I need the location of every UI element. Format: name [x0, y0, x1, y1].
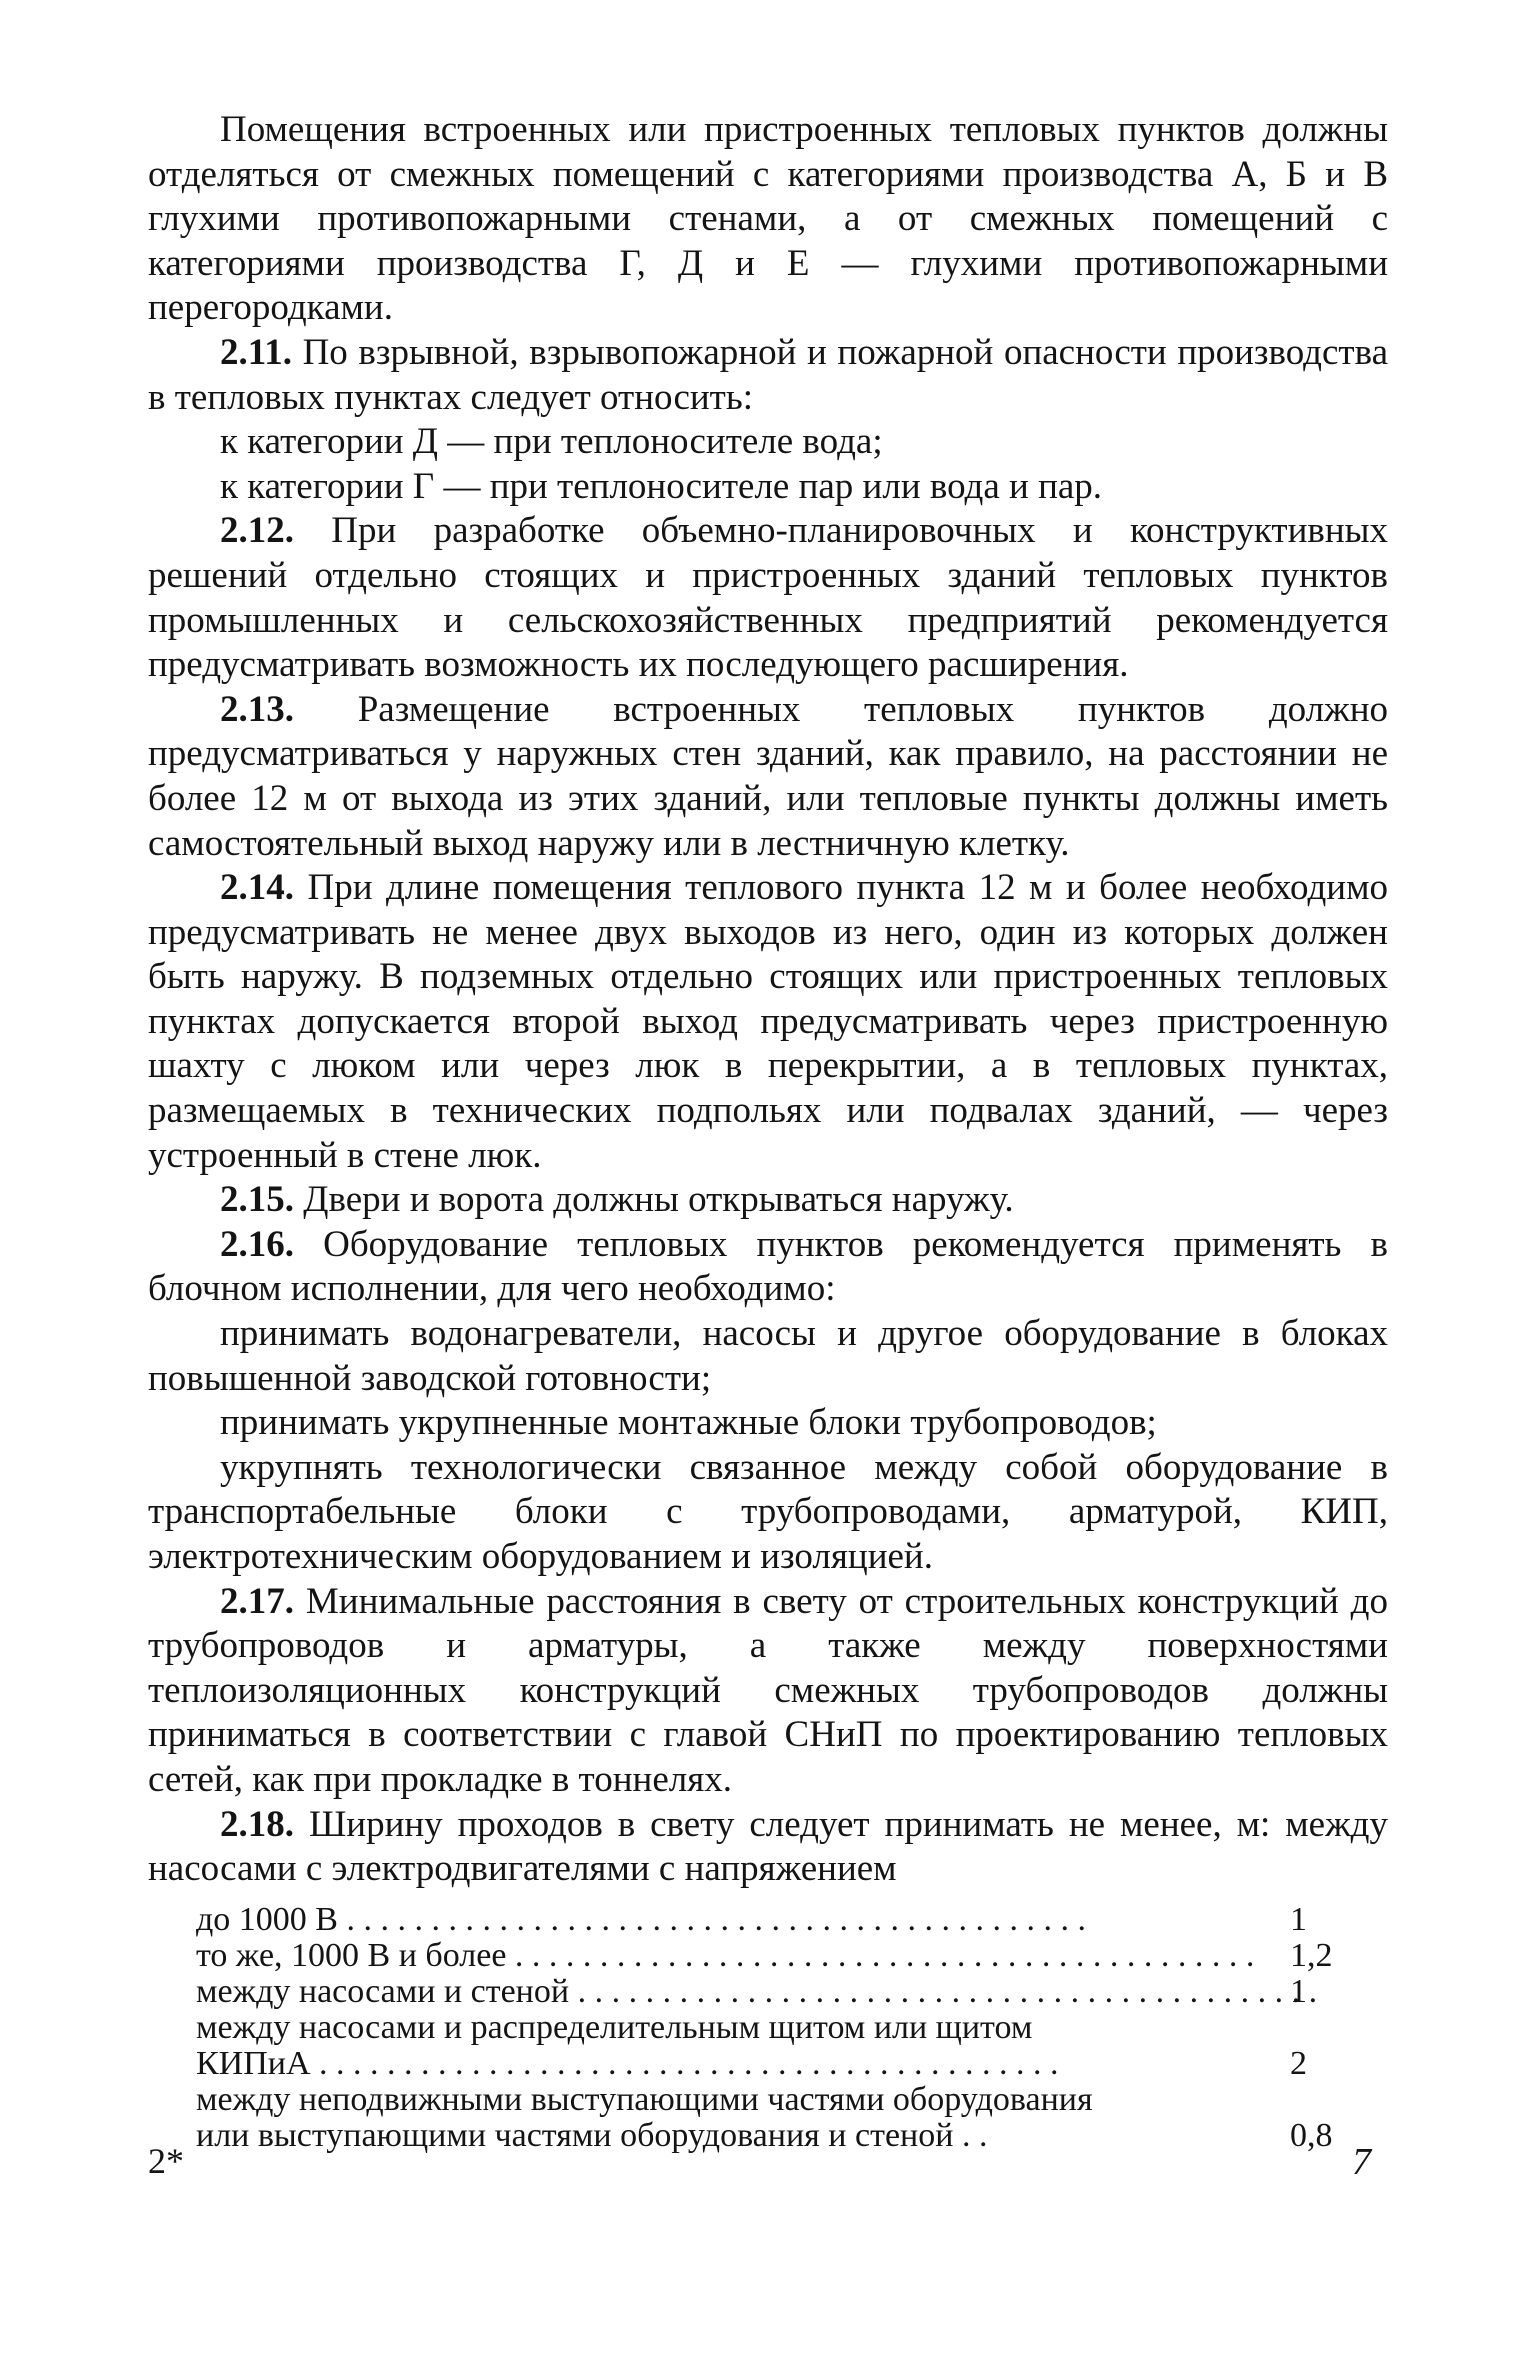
leader-dots — [569, 1974, 1317, 2010]
leader-dots — [506, 1938, 1254, 1974]
list-item-mounting-blocks — [148, 1401, 1388, 1446]
clause-number: 2.18. — [220, 1803, 294, 1845]
spec-label — [196, 1974, 1386, 2010]
spec-label-line — [196, 2046, 1316, 2082]
paragraph-text: Помещения встроенных или пристроенных тепловых пунктов должны отделяться от смежных помещений с категориями производства А, Б и В глухими противопожарными стенами, а от смежных помещений с категориями производства Г, Д и Е — глухими противопожарными перегородками. — [148, 109, 1388, 329]
paragraph-text: укрупнять технологически связанное между собой оборудование в транспортабельные блоки с трубопроводами, арматурой, КИП, электротехническим оборудованием и изоляцией. — [148, 1446, 1388, 1577]
paragraph-text: Размещение встроенных тепловых пунктов должно предусматриваться у наружных стен зданий, как правило, на расстоянии не более 12 м от выхода из этих зданий, или тепловые пункты должны иметь самостоятельный выход наружу или в лестничную клетку. — [148, 688, 1389, 864]
paragraph-2-13 — [148, 688, 1388, 866]
paragraph-text: принимать укрупненные монтажные блоки трубопроводов; — [220, 1402, 1157, 1444]
leader-dots — [338, 1902, 1086, 1938]
spec-value: 1 — [1290, 1973, 1307, 2010]
paragraph-text: Двери и ворота должны открываться наружу. — [303, 1179, 1014, 1221]
leader-dots — [311, 2046, 1059, 2082]
spec-row — [196, 1938, 1386, 1974]
signature-mark: 2* — [148, 2141, 184, 2181]
clause-number: 2.16. — [220, 1223, 294, 1265]
spec-label-text: между насосами и распределительным щитом или щитом — [196, 2010, 1033, 2046]
list-item-transport-blocks — [148, 1446, 1388, 1580]
spec-label-text: то же, 1000 В и более — [196, 1938, 507, 1974]
spec-label-line — [196, 2118, 1316, 2154]
spec-row — [196, 1902, 1386, 1938]
list-item-category-d — [148, 420, 1388, 465]
spec-label — [196, 1902, 1386, 1938]
spec-row — [196, 2082, 1386, 2154]
spec-label-text: между неподвижными выступающими частями оборудования — [196, 2082, 1093, 2118]
spec-label — [196, 2010, 1386, 2082]
spec-value: 0,8 — [1290, 2117, 1333, 2154]
body-text — [148, 108, 1388, 1892]
passage-width-list — [196, 1902, 1386, 2154]
spec-label — [196, 2082, 1386, 2154]
paragraph-2-17 — [148, 1580, 1388, 1803]
paragraph-text: По взрывной, взрывопожарной и пожарной опасности производства в тепловых пунктах следует относить: — [148, 331, 1389, 418]
paragraph-2-15 — [148, 1178, 1388, 1223]
spec-label — [196, 1938, 1386, 1974]
spec-row — [196, 2010, 1386, 2082]
spec-label-text: или выступающими частями оборудования и стеной — [196, 2118, 954, 2154]
spec-label-text: между насосами и стеной — [196, 1974, 570, 2010]
spec-value: 2 — [1290, 2045, 1307, 2082]
clause-number: 2.13. — [220, 688, 294, 730]
paragraph-text: к категории Г — при теплоносителе пар или вода и пар. — [220, 465, 1103, 507]
clause-number: 2.12. — [220, 510, 294, 552]
paragraph-text: к категории Д — при теплоносителе вода; — [220, 421, 883, 463]
spec-value: 1 — [1290, 1901, 1307, 1938]
leader-dots: . . — [953, 2118, 988, 2154]
clause-number: 2.11. — [220, 331, 292, 373]
paragraph-text: При разработке объемно-планировочных и конструктивных решений отдельно стоящих и пристроенных зданий тепловых пунктов промышленных и сельскохозяйственных предприятий рекомендуется предусматривать возможность их последующего расширения. — [148, 510, 1389, 686]
list-item-category-g — [148, 465, 1388, 510]
paragraph-2-16 — [148, 1223, 1388, 1312]
spec-row — [196, 1974, 1386, 2010]
paragraph-2-18 — [148, 1803, 1388, 1892]
paragraph-text: Ширину проходов в свету следует принимать не менее, м: между насосами с электродвигателями с напряжением — [148, 1803, 1388, 1890]
paragraph-text: При длине помещения теплового пункта 12 м и более необходимо предусматривать не менее двух выходов из него, один из которых должен быть наружу. В подземных отдельно стоящих или пристроенных тепловых пунктах допускается второй выход предусматривать через пристроенную шахту с люком или через люк в перекрытии, а в тепловых пунктах, размещаемых в технических подпольях или подвалах зданий, — через устроенный в стене люк. — [148, 867, 1388, 1176]
spec-label-text: до 1000 В — [196, 1902, 338, 1938]
paragraph-2-12 — [148, 509, 1388, 687]
clause-number: 2.14. — [220, 867, 294, 909]
paragraph-intro — [148, 108, 1388, 331]
clause-number: 2.15. — [220, 1179, 294, 1221]
list-item-water-heaters — [148, 1312, 1388, 1401]
paragraph-2-11 — [148, 331, 1388, 420]
paragraph-2-14 — [148, 866, 1388, 1178]
paragraph-text: Оборудование тепловых пунктов рекомендуется применять в блочном исполнении, для чего необходимо: — [148, 1223, 1388, 1310]
page-number: 7 — [1352, 2141, 1371, 2183]
paragraph-text: принимать водонагреватели, насосы и другое оборудование в блоках повышенной заводской готовности; — [148, 1313, 1388, 1399]
spec-value: 1,2 — [1290, 1937, 1333, 1974]
spec-label-text: КИПиА — [196, 2046, 311, 2082]
paragraph-text: Минимальные расстояния в свету от строительных конструкций до трубопроводов и арматуры, а также между поверхностями теплоизоляционных конструкций смежных трубопроводов должны приниматься в соответствии с главой СНиП по проектированию тепловых сетей, как при прокладке в тоннелях. — [148, 1580, 1388, 1800]
clause-number: 2.17. — [220, 1580, 294, 1622]
